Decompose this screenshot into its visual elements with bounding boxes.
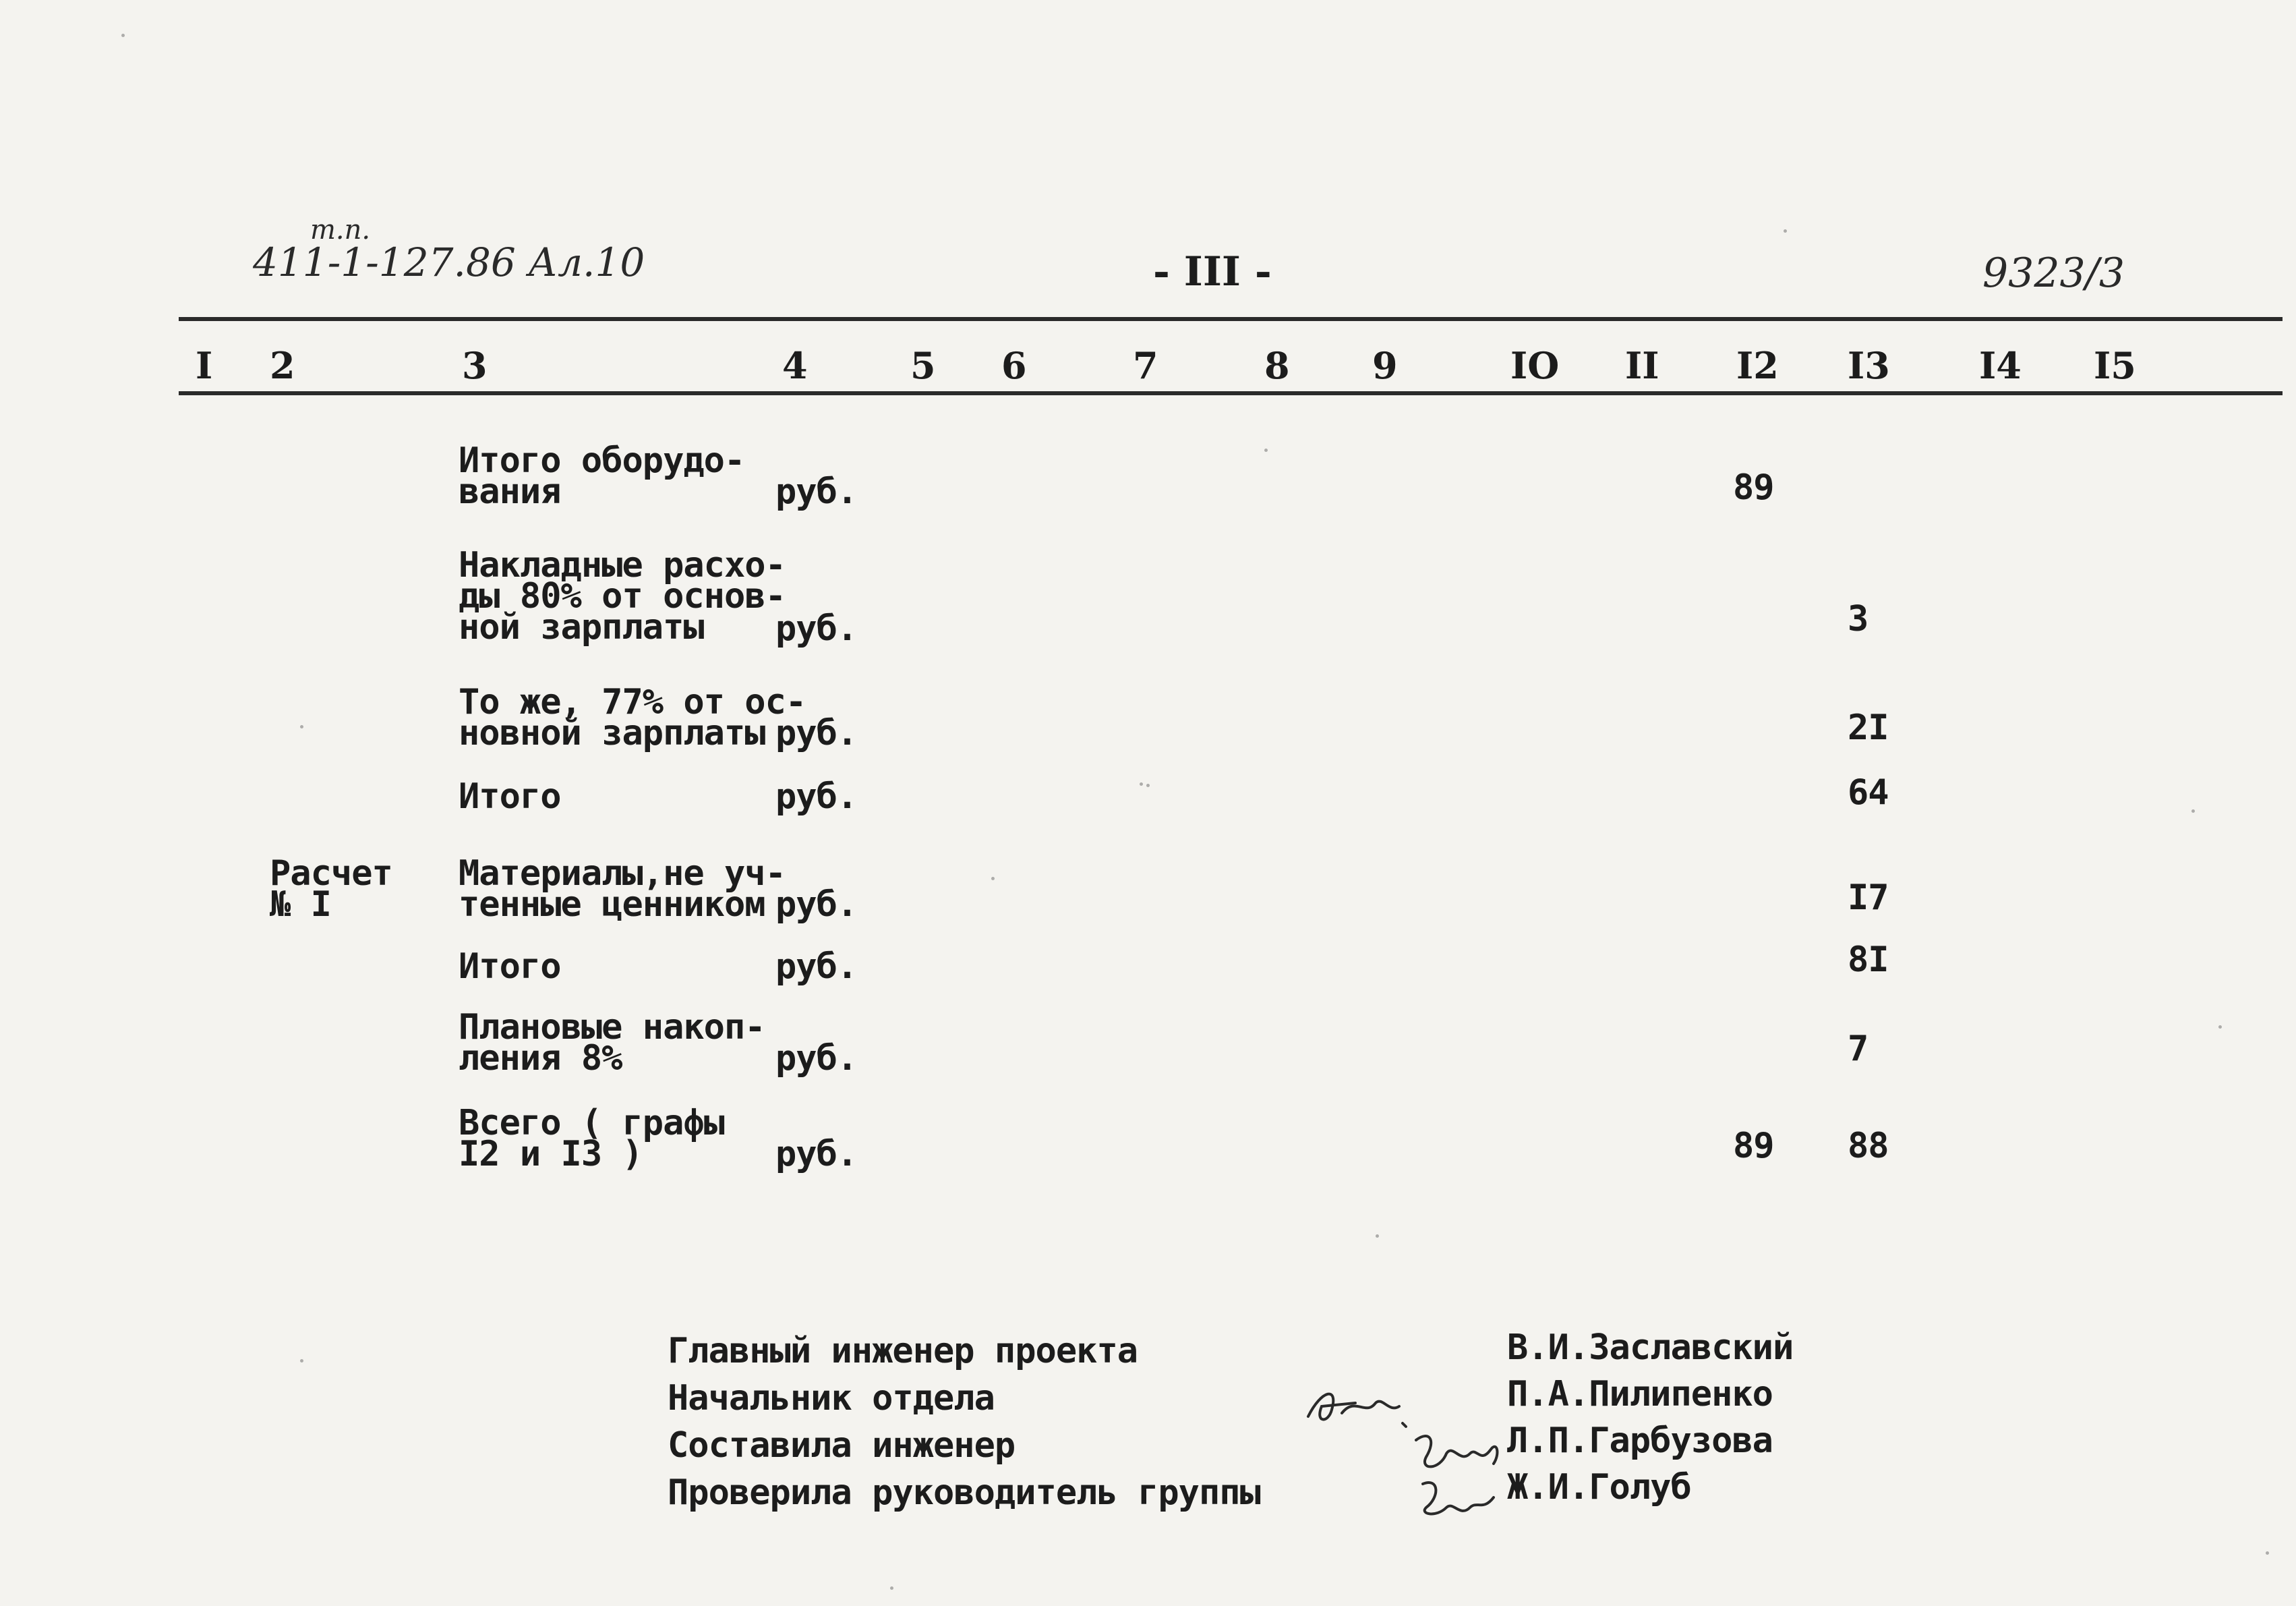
row-col13: 8I (1848, 940, 1889, 980)
column-number: IO (1510, 344, 1560, 387)
column-number: 3 (462, 344, 488, 387)
doc-code: 411-1-127.86 Ал.10 (253, 239, 645, 285)
handwritten-signature (1301, 1376, 1423, 1437)
column-number: 6 (1001, 344, 1027, 387)
signatory-role: Начальник отдела (668, 1378, 995, 1418)
column-number: I5 (2094, 344, 2136, 387)
row-unit: руб. (775, 1134, 858, 1174)
row-col13: 88 (1848, 1126, 1889, 1166)
column-number: 4 (782, 344, 808, 387)
row-label: Итого (459, 946, 561, 987)
row-label: То же, 77% от ос- новной зарплаты (459, 682, 806, 753)
row-col13: I7 (1848, 878, 1889, 918)
row-unit: руб. (775, 1038, 858, 1079)
signatory-name: П.А.Пилипенко (1507, 1374, 1773, 1414)
row-col13: 7 (1848, 1029, 1868, 1069)
row-col12: 89 (1733, 467, 1774, 508)
row-col13: 64 (1848, 772, 1889, 813)
signatory-name: В.И.Заславский (1507, 1327, 1794, 1368)
handwritten-signature (1409, 1470, 1504, 1531)
row-unit: руб. (775, 608, 858, 649)
row-unit: руб. (775, 946, 858, 987)
section-label: Расчет № I (270, 853, 392, 925)
column-number: 5 (910, 344, 936, 387)
signatory-role: Проверила руководитель группы (668, 1472, 1260, 1513)
signatory-role: Составила инженер (668, 1425, 1015, 1466)
signatory-name: Л.П.Гарбузова (1507, 1421, 1773, 1461)
column-number: II (1625, 344, 1659, 387)
inventory-number: 9323/3 (1982, 250, 2125, 297)
column-number: I3 (1848, 344, 1890, 387)
signatory-role: Главный инженер проекта (668, 1331, 1138, 1371)
row-label: Итого (459, 776, 561, 817)
column-number: I2 (1736, 344, 1779, 387)
row-unit: руб. (775, 884, 858, 925)
row-unit: руб. (775, 713, 858, 753)
column-number: I4 (1979, 344, 2022, 387)
row-label: Плановые накоп- ления 8% (459, 1007, 765, 1079)
signatory-name: Ж.И.Голуб (1507, 1467, 1691, 1508)
column-number: I (196, 344, 213, 387)
row-label: Итого оборудо- вания (459, 440, 745, 512)
page-number: - III - (1153, 248, 1272, 295)
row-label: Накладные расхо- ды 80% от основ- ной зарплаты (459, 545, 786, 648)
column-number: 8 (1264, 344, 1290, 387)
row-label: Материалы,не уч- тенные ценником (459, 853, 786, 925)
table-top-rule (179, 317, 2283, 321)
row-label: Всего ( графы I2 и I3 ) (459, 1103, 724, 1174)
row-col12: 89 (1733, 1126, 1774, 1166)
column-number: 9 (1372, 344, 1398, 387)
doc-code-prefix: т.п. (310, 214, 371, 246)
row-unit: руб. (775, 776, 858, 817)
table-header-rule (179, 391, 2283, 395)
column-number: 7 (1133, 344, 1158, 387)
row-col13: 2I (1848, 708, 1889, 748)
row-col13: 3 (1848, 599, 1868, 639)
row-unit: руб. (775, 471, 858, 512)
column-number: 2 (270, 344, 295, 387)
